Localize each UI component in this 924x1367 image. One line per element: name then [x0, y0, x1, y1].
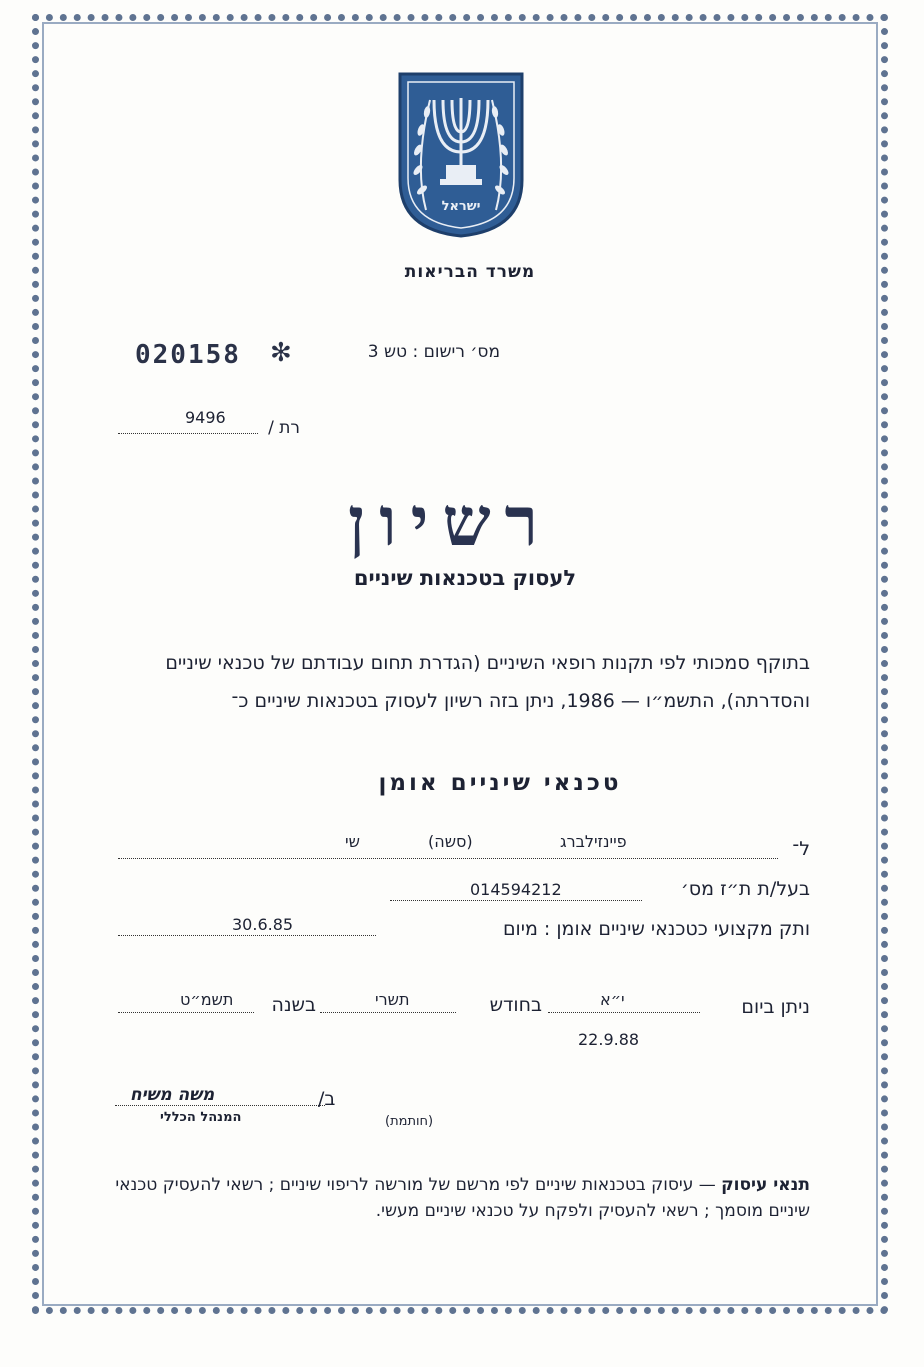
- signature: משה משיח: [130, 1085, 215, 1105]
- license-subtitle: לעסוק בטכנאות שיניים: [353, 566, 577, 590]
- issued-day: י״א: [600, 990, 625, 1009]
- issued-month-label: בחודש: [489, 994, 542, 1016]
- issued-day-label: ניתן ביום: [741, 996, 810, 1018]
- issued-month: תשרי: [375, 990, 410, 1009]
- seal-label: (חותמת): [385, 1114, 434, 1129]
- seniority-label: ותק מקצועי כטכנאי שיניים אומן : מיום: [502, 918, 810, 940]
- id-label: בעל/ת ת״ז מס׳: [680, 878, 810, 900]
- issued-year-label: בשנה: [271, 994, 316, 1016]
- seniority-date: 30.6.85: [232, 915, 294, 934]
- holder-first-name: שי: [345, 832, 360, 851]
- signature-line: [115, 1105, 325, 1106]
- terms-of-practice: [110, 1172, 810, 1224]
- reference-value: 9496: [185, 408, 226, 427]
- issued-day-line: [548, 1012, 700, 1013]
- holder-nickname: (סשה): [428, 832, 473, 851]
- state-emblem-icon: [396, 70, 526, 240]
- registration-number: 020158: [135, 340, 241, 370]
- terms-text: — עיסוק בטכנאות שיניים לפי מרשם של מורשה לריפוי שיניים ; רשאי להעסיק טכנאי שיניים מוסמך ; רשאי להעסיק ולפקח על טכנאי שיניים מעשי.: [115, 1175, 810, 1221]
- license-title: רשיון: [347, 482, 553, 562]
- issued-year-line: [118, 1012, 254, 1013]
- id-line: [390, 900, 642, 901]
- profession-title: טכנאי שיניים אומן: [378, 770, 622, 796]
- signature-prefix: ב/: [318, 1088, 336, 1110]
- registration-label: מס׳ רישום : טש 3: [367, 342, 500, 362]
- holder-line: [118, 858, 778, 859]
- issued-month-line: [320, 1012, 456, 1013]
- issued-year: תשמ״ט: [180, 990, 234, 1009]
- holder-prefix: ל־: [792, 838, 810, 860]
- id-value: 014594212: [470, 880, 562, 899]
- reference-label: רת /: [268, 418, 300, 438]
- signatory-title: המנהל הכללי: [160, 1110, 242, 1125]
- terms-label: תנאי עיסוק: [721, 1175, 810, 1195]
- emblem-text: ישראל: [441, 199, 481, 214]
- ministry-name: משרד הבריאות: [404, 262, 536, 282]
- seniority-line: [118, 935, 376, 936]
- reference-line: [118, 433, 258, 434]
- asterisk-icon: ✻: [270, 338, 292, 368]
- license-body-text: בתוקף סמכותי לפי תקנות רופאי השיניים (הגדרת תחום עבודתם של טכנאי שיניים והסדרתה), התשמ״ו — 1986, ניתן בזה רשיון לעסוק בטכנאות שיניים כ־: [165, 652, 810, 712]
- holder-surname: פיינזילברג: [560, 832, 627, 851]
- issued-gregorian-date: 22.9.88: [578, 1030, 640, 1049]
